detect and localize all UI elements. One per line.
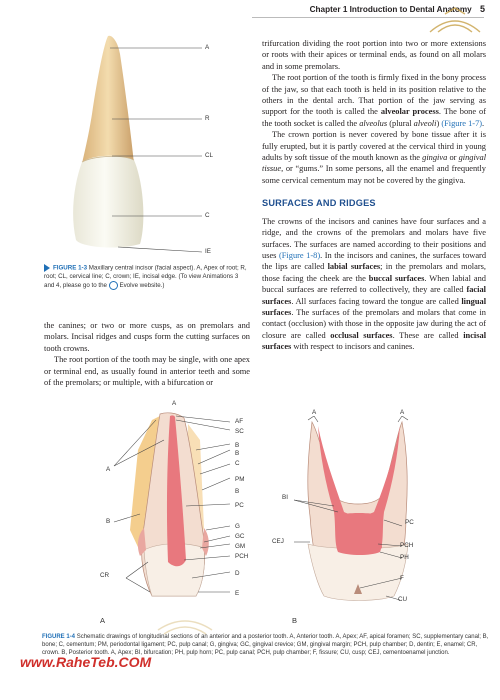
fig14a-label-b2: B [235,450,240,457]
fig14a-label-c: C [235,460,240,467]
term-buccal-surfaces: buccal surfaces [368,273,425,283]
figure-1-4-caption-text: Schematic drawings of longitudinal sections of an anterior and a posterior tooth. A, Anterior tooth. A, Apex; AF, apical foramen; SC, supplementary canal; B, bone; C, cementum; PM, periodontal ligament; PC, pulp canal; G, gingiva; GC, gingival crevice; GM, gingival margin; PCH, pulp chamber; D, dentin; E, enamel; CR, crown. B, Posterior tooth. A, Apex; BI, bifurcation; PH, pulp horn; PC, pulp canal; PCH, pulp chamber; F, fissure; CU, cusp; CEJ, cementoenamel junction. [42,634,489,657]
figure-1-4a-anterior-section [100,410,250,610]
section-heading: SURFACES AND RIDGES [262,198,376,209]
fig14a-label-b-left: B [106,518,111,525]
right-paragraph-3: The crown portion is never covered by bone tissue after it is fully erupted, but it is partly covered at the cervical third in young adults by soft tissue of the mouth known as the gingiva or gingival tissue, or “gums.” In some persons, all the enamel and frequently some cervical cementum may not be covered by the gingiva. [262,130,487,185]
right-paragraph-2: The root portion of the tooth is firmly fixed in the bony process of the jaw, so that each tooth is held in its position relative to the others in the dental arch. That portion of the jaw serving as support for the tooth is called the alveolar process. The bone of the tooth socket is called the alveolus (plural alveoli) (Figure 1-7). [262,73,486,128]
left-column [44,320,250,388]
right-column [262,38,486,353]
fig14a-label-e: E [235,590,240,597]
term-labial-surfaces: labial surfaces [327,262,381,272]
fig13-label-cl: CL [205,152,214,159]
fig13-label-a: A [205,44,210,51]
incisor-crown [73,156,143,248]
incisor-root [82,36,134,164]
term-alveoli: alveoli [413,118,437,128]
term-facial-surfaces: facial surfaces [262,285,486,306]
term-lingual-surfaces: lingual surfaces [262,296,487,317]
fig14b-label-a-left: A [312,409,317,416]
fig14a-label-af: AF [235,418,244,425]
figure-1-3-incisor [60,34,250,260]
page-number: 5 [479,4,485,14]
left-paragraph-1: the canines; or two or more cusps, as on premolars and molars. Incisal ridges and cusps form the cutting surfaces on tooth crowns. [44,321,250,353]
fig14a-label-d: D [235,570,240,577]
figure-1-3-caption [44,264,250,291]
fig14a-label-gc: GC [235,533,245,540]
term-gingiva: gingiva [422,153,448,163]
fig14a-label-sc: SC [235,428,244,435]
fig14b-label-ph: PH [400,554,409,561]
ref-figure-1-7[interactable]: (Figure 1-7) [441,118,483,128]
term-alveolar-process: alveolar process [380,107,439,117]
figure-1-3-number: FIGURE 1-3 [53,264,88,272]
fig14b-label-cej: CEJ [272,538,284,545]
fig13-label-r: R [205,115,210,122]
fig14b-label-cu: CU [398,596,408,603]
right-paragraph-4: The crowns of the incisors and canines have four surfaces and a ridge, and the crowns of the premolars and molars have five surfaces. The surfaces are named according to their positions and uses (Figure 1-8). In the incisors and canines, the surfaces toward the lips are called labial surfaces; in the premolars and molars, those facing the cheek are the buccal surfaces. When labial and buccal surfaces are referred to collectively, they are called facial surfaces. All surfaces facing toward the tongue are called lingual surfaces. The surfaces of the premolars and molars that come in contact (occlusion) with those in the opposite jaw during the act of closure are called occlusal surfaces. These are called incisal surfaces with respect to incisors and canines. [262,216,487,352]
fig14a-label-pm: PM [235,476,245,483]
figure-1-4b-posterior-section [290,416,430,616]
fig14b-label-a-right: A [400,409,405,416]
fig14b-label-f: F [400,575,404,582]
fig14b-label-bi: BI [282,494,288,501]
fig13-label-c: C [205,212,210,219]
figure-1-4-number: FIGURE 1-4 [42,634,76,640]
term-alveolus: alveolus [359,118,388,128]
right-paragraph-1: trifurcation dividing the root portion into two or more extensions or roots with their apices or terminal ends, as found on all molars and in some premolars. [262,39,486,71]
fig14a-label-a-left: A [106,466,111,473]
fig14a-label-pch: PCH [235,553,249,560]
watermark-text: www.RaheTeb.COM [20,654,152,670]
fig14a-label-a-top: A [172,400,177,407]
ref-figure-1-8[interactable]: (Figure 1-8) [278,250,321,260]
fig14b-label-pc: PC [405,519,414,526]
animation-play-icon[interactable] [44,264,50,272]
fig14a-label-gm: GM [235,543,246,550]
fig14b-label-pch: PCH [400,542,414,549]
fig14a-label-b3: B [235,488,240,495]
chapter-title: Chapter 1 Introduction to Dental Anatomy [309,5,472,14]
fig14a-label-pc: PC [235,502,244,509]
fig14a-label-cr: CR [100,572,110,579]
fig14a-label-b1: B [235,442,240,449]
term-occlusal-surfaces: occlusal surfaces [330,330,393,340]
term-incisal-surfaces: incisal surfaces [262,330,487,352]
panel-b-label: B [292,616,298,625]
term-gingival-tissue: gingival tissue [262,153,487,174]
evolve-icon[interactable] [109,281,118,290]
panel-a-label: A [100,616,106,625]
left-paragraph-2: The root portion of the tooth may be single, with one apex or terminal end, as usually found in anterior teeth and some of the premolars; or multiple, with a bifurcation or [44,355,250,388]
watermark-logo [420,6,490,40]
fig13-label-ie: IE [205,248,211,255]
figure-1-3-caption-text: Maxillary central incisor (facial aspect). A, Apex of root; R, root; CL, cervical line; C, crown; IE, incisal edge. (To view Animations 3 and 4, please go to the [44,264,247,290]
fig14a-label-g: G [235,523,240,530]
figure-1-3-caption-tail: Evolve website.) [119,282,165,290]
